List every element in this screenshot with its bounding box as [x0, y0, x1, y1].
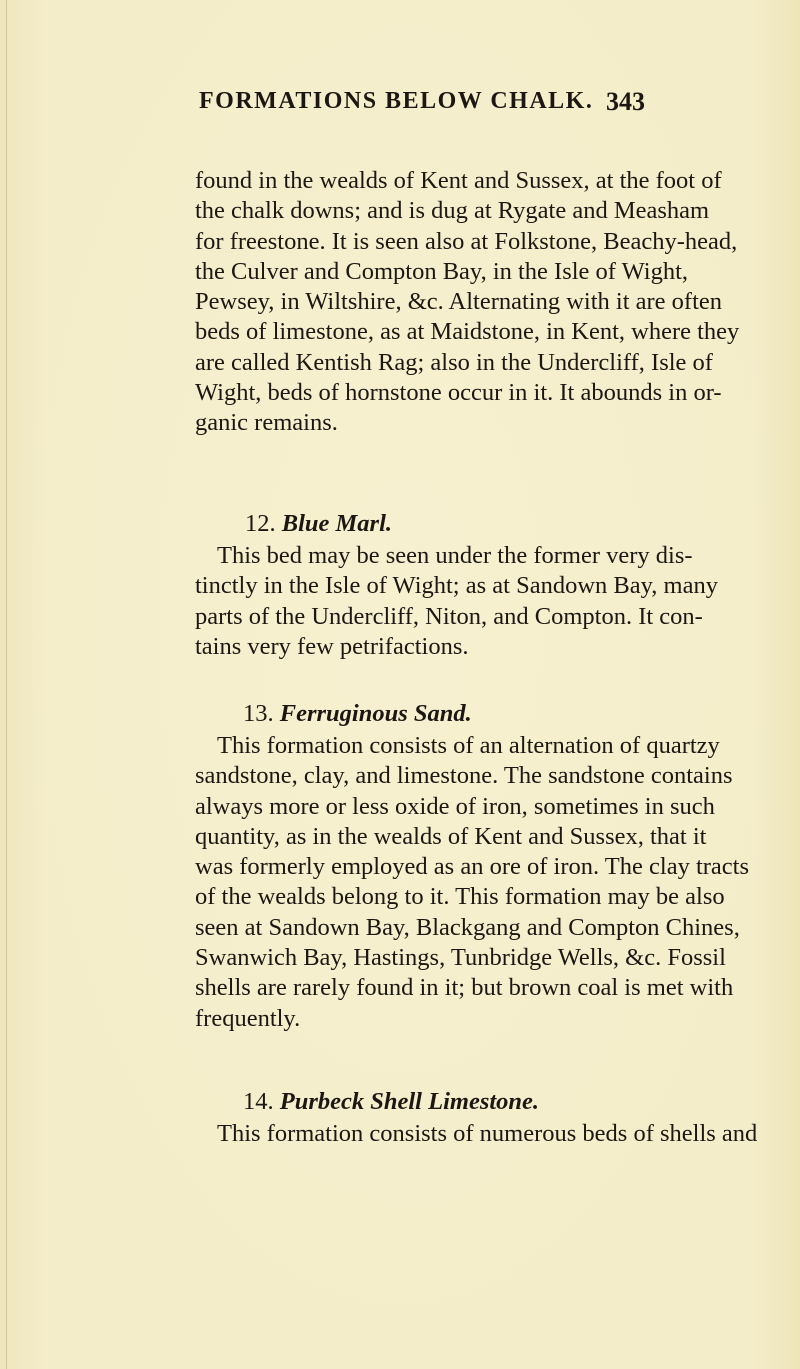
- text-line: beds of limestone, as at Maidstone, in Kent, where they: [195, 318, 740, 346]
- text-line: shells are rarely found in it; but brown coal is met with: [195, 974, 734, 1002]
- section-number: 12.: [245, 510, 276, 537]
- text-line: This formation consists of an alternation of quartzy: [217, 732, 720, 759]
- section-12-heading: [245, 510, 392, 538]
- text-line: seen at Sandown Bay, Blackgang and Compton Chines,: [195, 913, 740, 941]
- text-line: always more or less oxide of iron, sometimes in such: [195, 792, 715, 820]
- text-line: the chalk downs; and is dug at Rygate and Measham: [195, 197, 710, 225]
- text-line: tinctly in the Isle of Wight; as at Sandown Bay, many: [195, 572, 718, 600]
- text-line: for freestone. It is seen also at Folkstone, Beachy-head,: [195, 227, 738, 255]
- text-line: are called Kentish Rag; also in the Undercliff, Isle of: [195, 348, 713, 376]
- page-number: 343: [606, 87, 645, 116]
- section-14-heading: [243, 1088, 539, 1116]
- section-number: 14.: [243, 1088, 274, 1115]
- section-13-text: [195, 731, 750, 1034]
- section-title: Blue Marl.: [281, 510, 393, 537]
- text-line: sandstone, clay, and limestone. The sandstone contains: [195, 762, 733, 790]
- text-line: This formation consists of numerous beds of shells and: [217, 1120, 758, 1147]
- text-line: the Culver and Compton Bay, in the Isle of Wight,: [195, 257, 689, 285]
- text-line: quantity, as in the wealds of Kent and Sussex, that it: [195, 822, 707, 850]
- text-line: Pewsey, in Wiltshire, &c. Alternating with it are often: [195, 288, 723, 316]
- running-head: FORMATIONS BELOW CHALK.: [199, 88, 594, 114]
- text-line: parts of the Undercliff, Niton, and Compton. It con-: [195, 602, 703, 630]
- section-13-heading: [243, 700, 472, 728]
- text-line: Swanwich Bay, Hastings, Tunbridge Wells, &c. Fossil: [195, 944, 726, 972]
- text-line: ganic remains.: [195, 409, 338, 437]
- page-edge-line: [6, 0, 7, 1369]
- text-line: tains very few petrifactions.: [195, 632, 469, 660]
- section-14-text: [195, 1119, 758, 1149]
- paragraph-1: [195, 166, 740, 439]
- section-title: Ferruginous Sand.: [279, 700, 472, 727]
- section-title: Purbeck Shell Limestone.: [279, 1088, 540, 1115]
- text-line: of the wealds belong to it. This formation may be also: [195, 883, 725, 911]
- text-line: found in the wealds of Kent and Sussex, at the foot of: [195, 167, 722, 194]
- section-12-text: [195, 541, 718, 662]
- section-number: 13.: [243, 700, 274, 727]
- text-line: frequently.: [195, 1004, 301, 1032]
- text-line: was formerly employed as an ore of iron. The clay tracts: [195, 853, 750, 881]
- text-line: Wight, beds of hornstone occur in it. It abounds in or-: [195, 379, 722, 407]
- text-line: This bed may be seen under the former very dis-: [217, 542, 693, 569]
